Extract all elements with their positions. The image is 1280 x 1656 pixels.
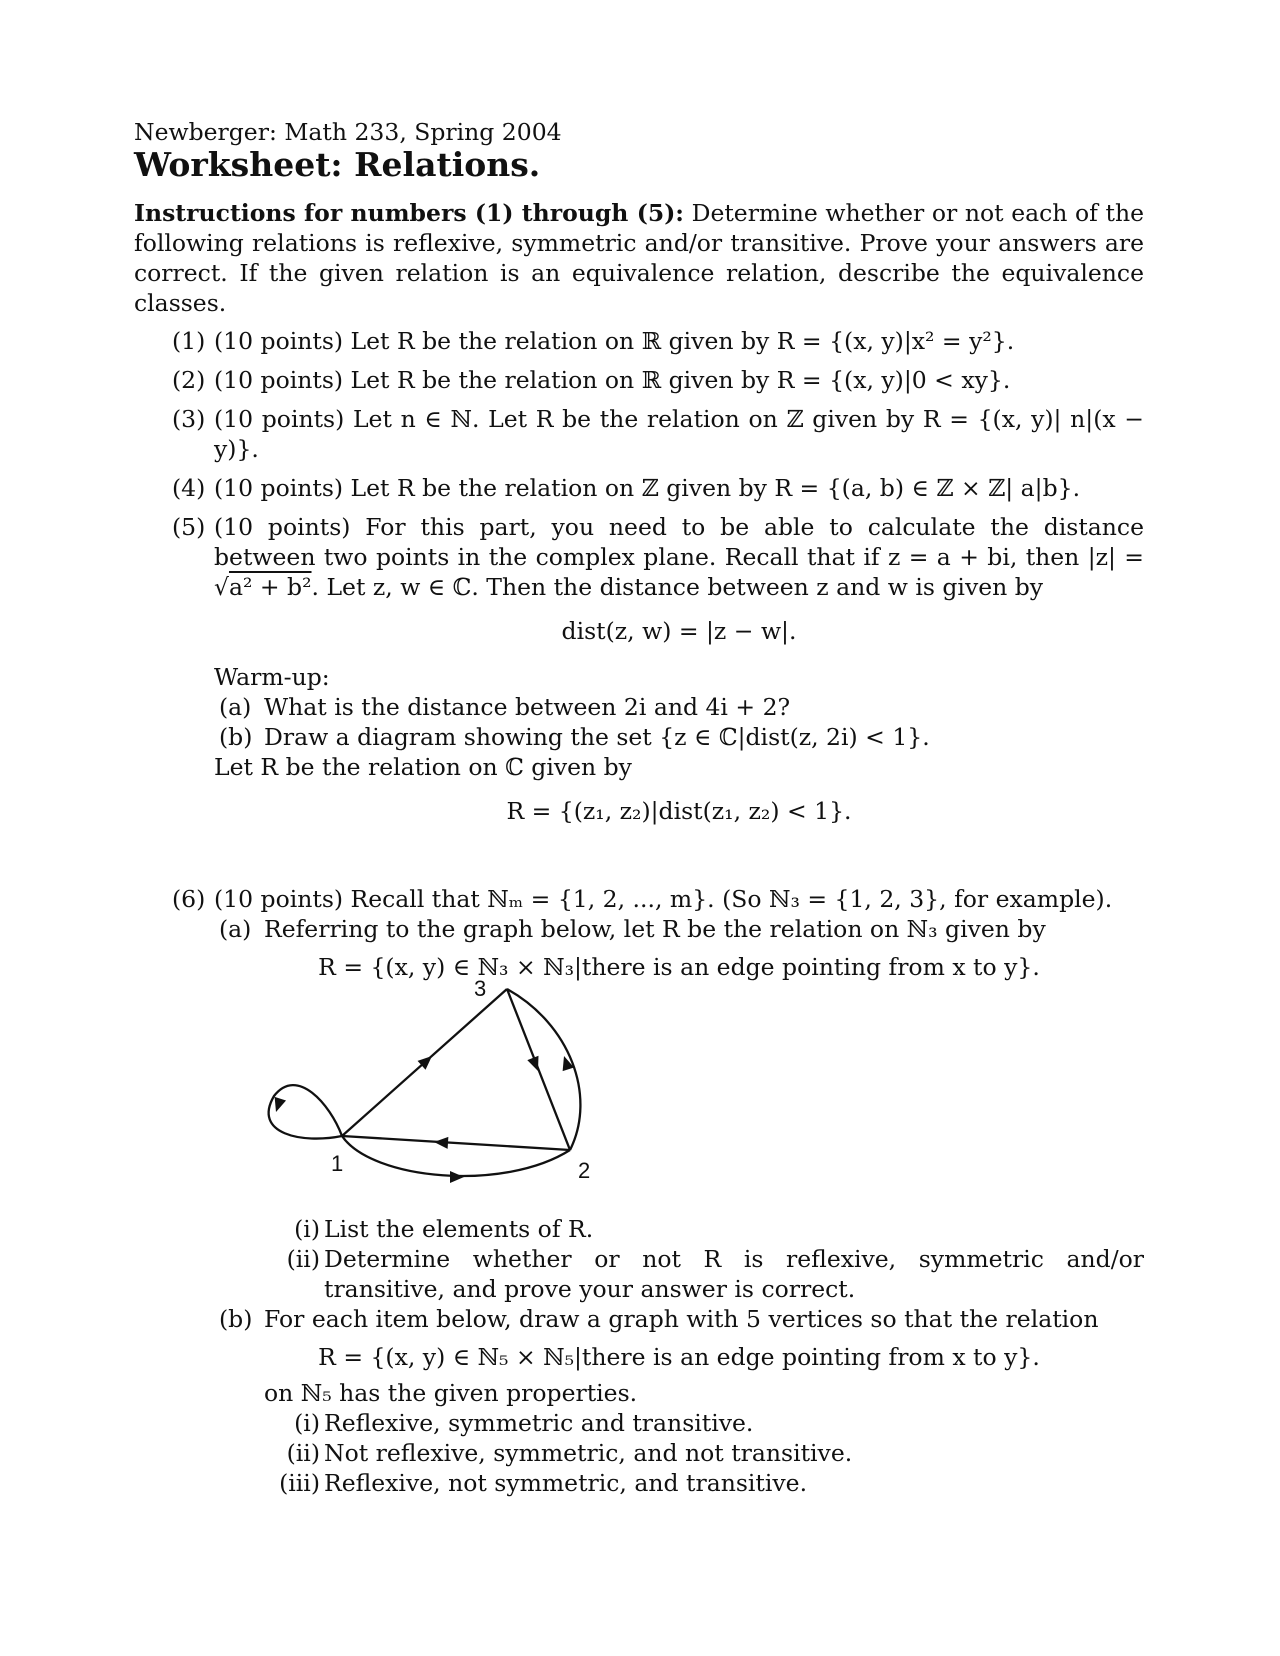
course-header: Newberger: Math 233, Spring 2004 (134, 118, 562, 146)
distance-formula: dist(z, w) = |z − w|. (561, 617, 797, 645)
problem-2: (2) (10 points) Let R be the relation on ℝ given by R = {(x, y)|0 < xy}. (172, 366, 1011, 394)
problem-3-text: (10 points) Let n ∈ ℕ. Let R be the relation on ℤ given by R = {(x, y)| n|(x − y)}. (214, 405, 1144, 463)
relation-graph (252, 976, 1144, 1214)
problem-5: (5) (10 points) For this part, you need to be able to calculate the distance between two points in the complex plane. Recall that if z = a + bi, then |z| = √a² + b². Let z, w ∈ ℂ. Then the distance between z and w is given by dist(z, w) = |z − w|. Warm-up: (a) What is the distance between 2i and 4i + 2? (b) Draw a diagram showing the set {z ∈ ℂ|dist(z, 2i) < 1}. Let R be the relation on ℂ given by R = {(z₁, z₂)|dist(z₁, z₂) < 1}. (172, 513, 1144, 825)
problem-6: (6) (10 points) Recall that ℕₘ = {1, 2, ..., m}. (So ℕ₃ = {1, 2, 3}, for example). (a) Referring to the graph below, let R be the relation on ℕ₃ given by R = {(x, y) ∈ ℕ₃ × ℕ₃|there is an edge pointing from x to y}. 1 2 3 (i) List the elements of R. (ii) Determine whether or not R is reflexive, symmetric and/or transitive, and prove your answer is correct. (b) For each item below, draw a graph with 5 vertices so that the relation R = {(x, y) ∈ ℕ₅ × ℕ₅|there is an edge pointing from x to y}. on ℕ₅ has the given properties. (i) Reflexive, symmetric and transitive. (ii) Not reflexive, symmetric, and not transitive. (iii) Reflexive, not symmetric, and transitive. (172, 885, 1144, 1497)
problem-6b-formula: R = {(x, y) ∈ ℕ₅ × ℕ₅|there is an edge pointing from x to y}. (318, 1343, 1040, 1371)
arrow-1-to-2 (450, 1171, 464, 1183)
problem-4: (4) (10 points) Let R be the relation on ℤ given by R = {(a, b) ∈ ℤ × ℤ| a|b}. (172, 474, 1081, 502)
problem-list (134, 326, 1144, 1498)
warmup-label: Warm-up: (214, 663, 330, 691)
problem-6a-ii: (ii) Determine whether or not R is reflexive, symmetric and/or transitive, and prove your answer is correct. (286, 1245, 1144, 1303)
problem-6-intro: (10 points) Recall that ℕₘ = {1, 2, ..., m}. (So ℕ₃ = {1, 2, 3}, for example). (214, 885, 1113, 913)
relation-formula: R = {(z₁, z₂)|dist(z₁, z₂) < 1}. (506, 797, 852, 825)
problem-3: (3) (10 points) Let n ∈ ℕ. Let R be the relation on ℤ given by R = {(x, y)| n|(x − y)}. (172, 405, 1144, 463)
problem-6a: (a) Referring to the graph below, let R be the relation on ℕ₃ given by (219, 915, 1046, 943)
problem-5-text: (10 points) For this part, you need to be able to calculate the distance between two points in the complex plane. Recall that if z = a + bi, then |z| = √a² + b². Let z, w ∈ ℂ. Then the distance between z and w is given by (214, 513, 1144, 601)
vertex-label-3: 3 (474, 976, 487, 1001)
loop-at-1 (269, 1085, 342, 1138)
vertex-label-1: 1 (331, 1151, 344, 1176)
warmup-item-b: (b) Draw a diagram showing the set {z ∈ ℂ|dist(z, 2i) < 1}. (219, 723, 930, 751)
worksheet-page (134, 118, 1144, 1507)
arrow-3-to-2 (527, 1056, 543, 1073)
problem-2-text: (10 points) Let R be the relation on ℝ given by R = {(x, y)|0 < xy}. (214, 366, 1011, 394)
vertex-label-2: 2 (578, 1158, 591, 1183)
edge-2-to-3 (507, 989, 580, 1150)
problem-6b-ii: (ii) Not reflexive, symmetric, and not transitive. (286, 1439, 853, 1467)
page-title: Worksheet: Relations. (134, 145, 541, 184)
problem-6a-i: (i) List the elements of R. (294, 1215, 594, 1243)
problem-6b-i: (i) Reflexive, symmetric and transitive. (294, 1409, 754, 1437)
instructions (134, 198, 1144, 318)
problem-6a-formula: R = {(x, y) ∈ ℕ₃ × ℕ₃|there is an edge pointing from x to y}. (318, 953, 1040, 981)
graph-svg (252, 984, 652, 1214)
instructions-text: Determine whether or not each of the following relations is reflexive, symmetric and/or transitive. Prove your answers are correct. If the given relation is an equivalence relation, describe the equivalence classes. (134, 199, 1144, 317)
sqrt-argument: a² + b² (228, 573, 312, 601)
problem-1-text: (10 points) Let R be the relation on ℝ given by R = {(x, y)|x² = y²}. (214, 327, 1015, 355)
problem-6b-after: on ℕ₅ has the given properties. (264, 1379, 638, 1407)
problem-4-text: (10 points) Let R be the relation on ℤ given by R = {(a, b) ∈ ℤ × ℤ| a|b}. (214, 474, 1081, 502)
problem-6b: (b) For each item below, draw a graph with 5 vertices so that the relation (219, 1305, 1099, 1333)
relation-intro: Let R be the relation on ℂ given by (214, 753, 632, 781)
problem-1: (1) (10 points) Let R be the relation on ℝ given by R = {(x, y)|x² = y²}. (172, 327, 1015, 355)
arrow-2-to-1 (434, 1136, 449, 1149)
instructions-heading: Instructions for numbers (1) through (5): (134, 199, 684, 227)
problem-6b-iii: (iii) Reflexive, not symmetric, and transitive. (279, 1469, 808, 1497)
edge-2-to-1 (342, 1136, 570, 1150)
warmup-item-a: (a) What is the distance between 2i and 4i + 2? (219, 693, 791, 721)
